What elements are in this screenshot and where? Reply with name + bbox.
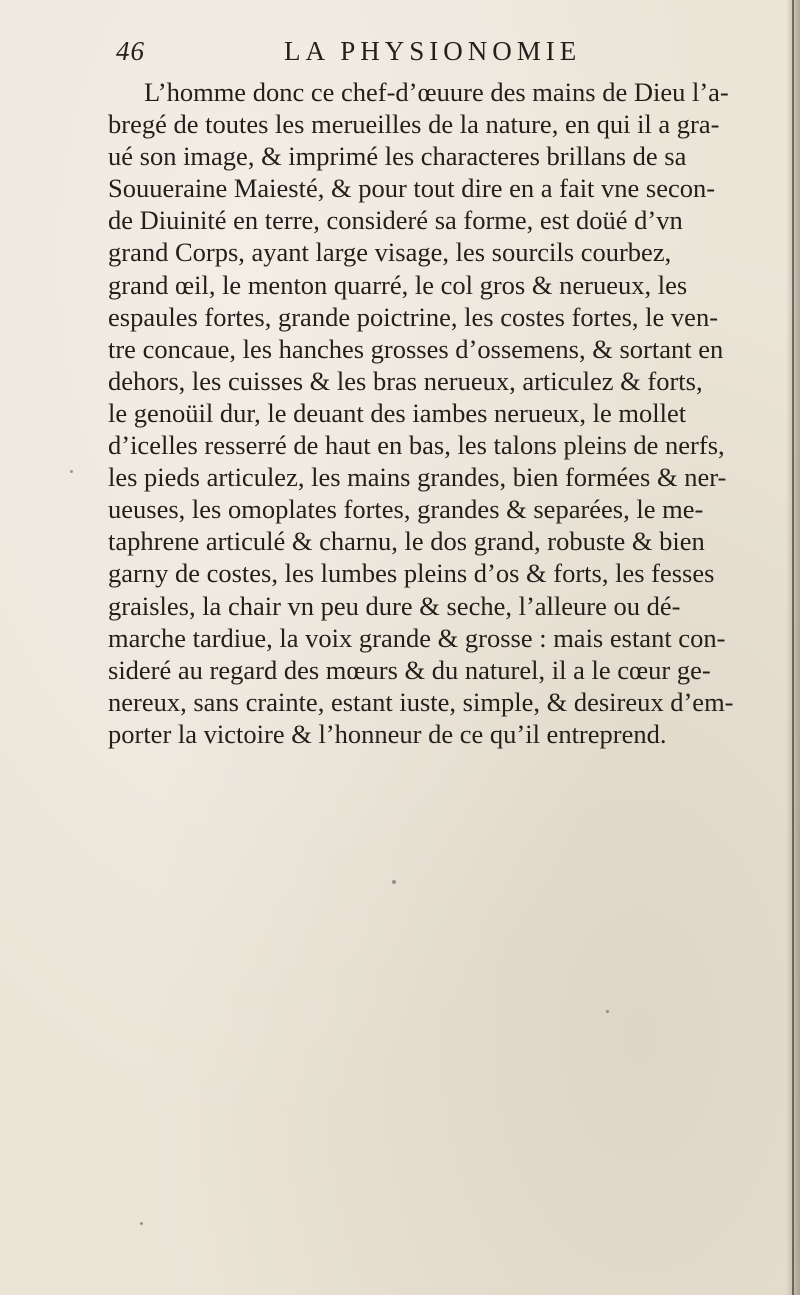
text-line: L’homme donc ce chef-d’œuure des mains de Dieu l’a- [144, 77, 729, 107]
text-line: ueuses, les omoplates fortes, grandes & separées, le me- [108, 494, 704, 525]
page-header [116, 36, 676, 76]
running-title: LA PHYSIONOMIE [284, 36, 582, 66]
text-line: espaules fortes, grande poictrine, les costes fortes, le ven- [108, 301, 719, 332]
text-line: graisles, la chair vn peu dure & seche, l’alleure ou dé- [108, 590, 681, 621]
text-line: ué son image, & imprimé les characteres brillans de sa [108, 141, 687, 172]
page-edge [792, 0, 794, 1295]
text-line: de Diuinité en terre, consideré sa forme, est doüé d’vn [108, 205, 683, 236]
text-line: le genoüil dur, le deuant des iambes nerueux, le mollet [108, 397, 687, 428]
paper-speck [70, 470, 73, 473]
paper-speck [392, 880, 396, 884]
text-line: les pieds articulez, les mains grandes, bien formées & ner- [108, 462, 727, 493]
text-line: grand œil, le menton quarré, le col gros & nerueux, les [108, 269, 688, 300]
text-line: porter la victoire & l’honneur de ce qu’il entreprend. [108, 718, 667, 749]
page-number: 46 [116, 36, 145, 66]
text-line: Souueraine Maiesté, & pour tout dire en a fait vne secon- [108, 173, 716, 204]
text-line: tre concaue, les hanches grosses d’ossemens, & sortant en [108, 333, 724, 364]
body-text [108, 76, 793, 750]
text-line: nereux, sans crainte, estant iuste, simple, & desireux d’em- [108, 686, 734, 717]
text-line: grand Corps, ayant large visage, les sourcils courbez, [108, 237, 672, 268]
text-line: bregé de toutes les merueilles de la nature, en qui il a gra- [108, 109, 720, 140]
text-line: garny de costes, les lumbes pleins d’os & forts, les fesses [108, 558, 715, 589]
paper-speck [606, 1010, 609, 1013]
paper-speck [140, 1222, 143, 1225]
text-line: marche tardiue, la voix grande & grosse : mais estant con- [108, 622, 726, 653]
text-line: d’icelles resserré de haut en bas, les talons pleins de nerfs, [108, 430, 725, 461]
text-line: dehors, les cuisses & les bras nerueux, articulez & forts, [108, 365, 703, 396]
text-line: sideré au regard des mœurs & du naturel, il a le cœur ge- [108, 654, 711, 685]
text-line: taphrene articulé & charnu, le dos grand, robuste & bien [108, 526, 705, 557]
